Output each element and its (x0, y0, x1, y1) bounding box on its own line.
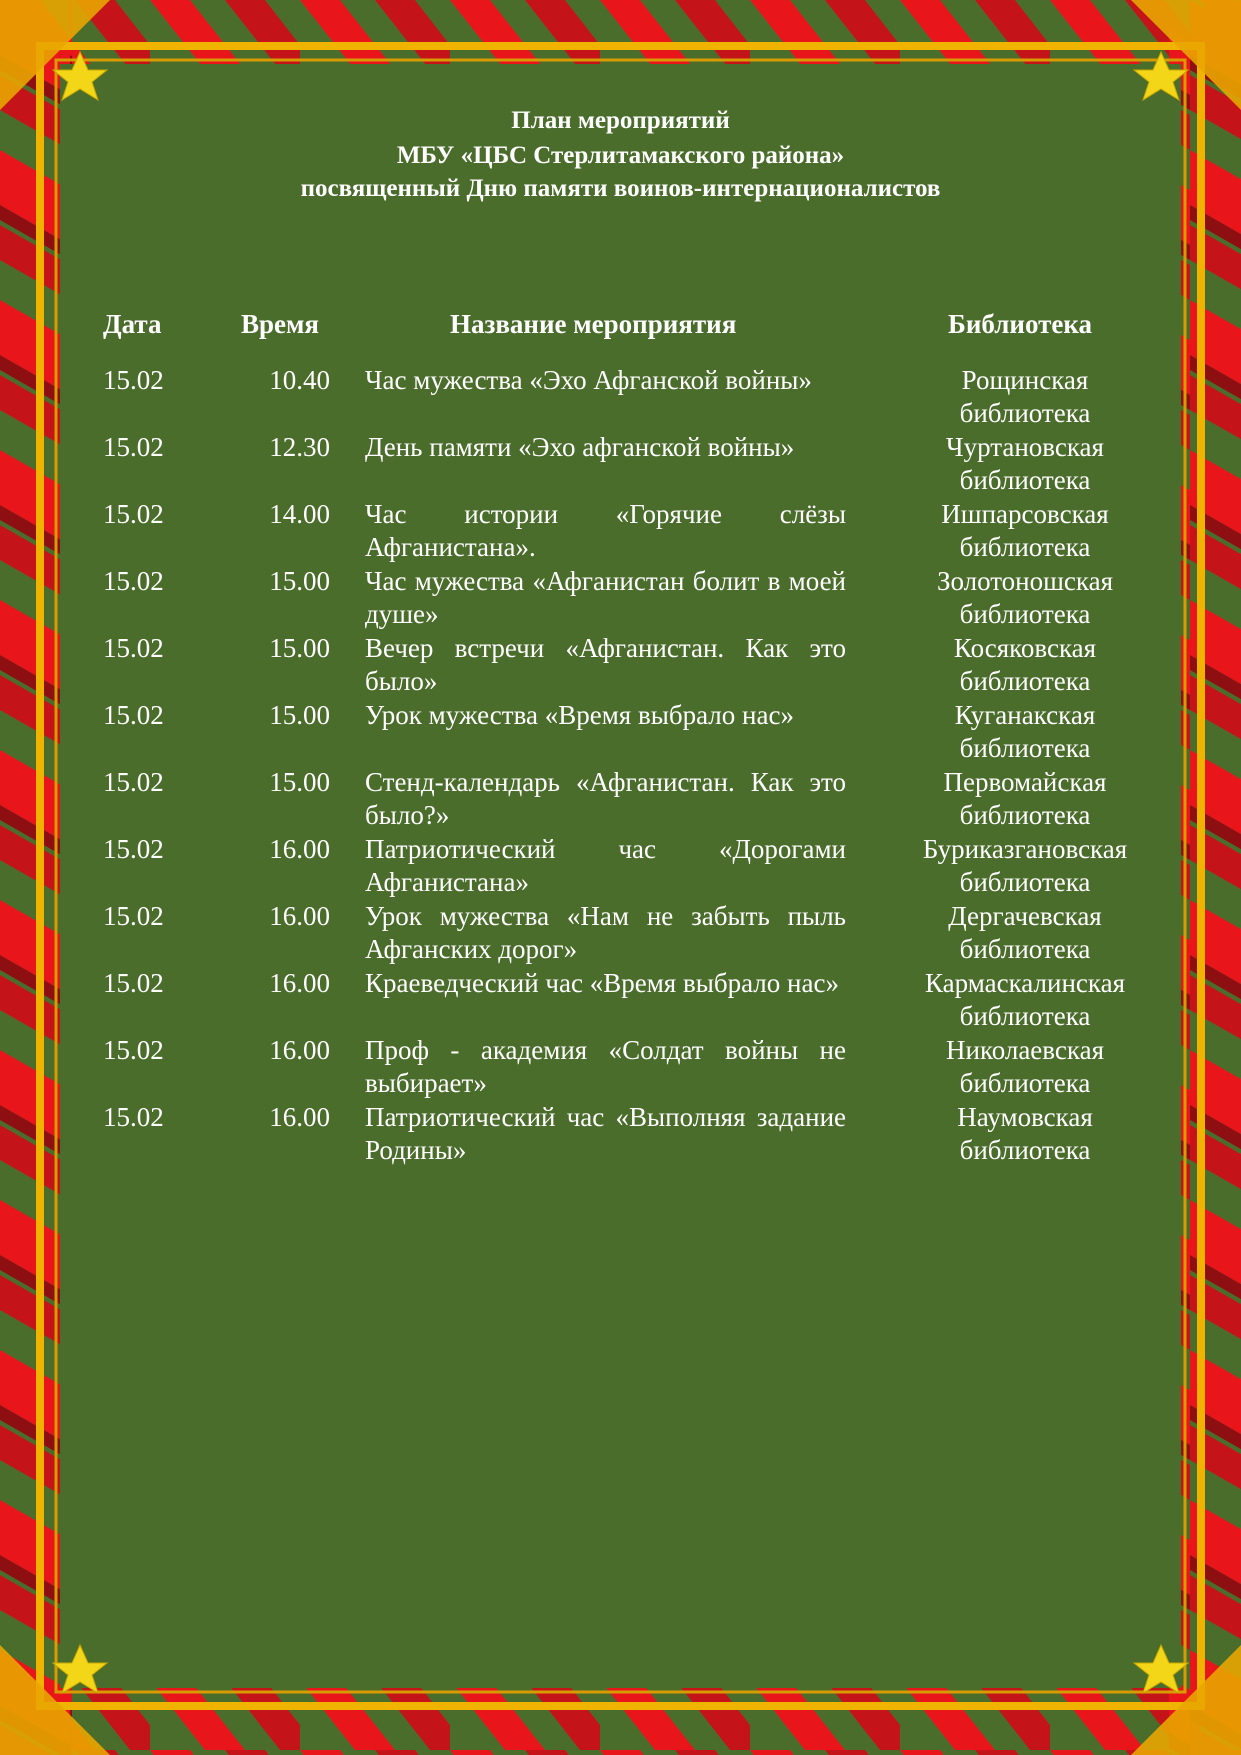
event-name: Вечер встречи «Афганистан. Как это было» (365, 633, 846, 696)
event-library: Золотоношская библиотека (936, 566, 1114, 629)
event-library: Кармаскалинская библиотека (925, 968, 1125, 1031)
event-library: Николаевская библиотека (946, 1035, 1104, 1098)
table-row (0, 498, 1241, 564)
event-time: 12.30 (269, 432, 330, 462)
event-time: 15.00 (269, 633, 330, 663)
event-date: 15.02 (103, 365, 164, 395)
event-library: Рощинская библиотека (959, 365, 1091, 428)
event-time: 15.00 (269, 767, 330, 797)
event-time: 16.00 (269, 968, 330, 998)
table-row (0, 1034, 1241, 1100)
event-name: День памяти «Эхо афганской войны» (365, 432, 795, 462)
event-date: 15.02 (103, 834, 164, 864)
event-name: Патриотический час «Выполняя задание Родины» (365, 1102, 846, 1165)
event-library: Буриказгановская библиотека (922, 834, 1128, 897)
event-date: 15.02 (103, 700, 164, 730)
event-name: Патриотический час «Дорогами Афганистана» (365, 834, 846, 897)
table-row (0, 1101, 1241, 1167)
event-name: Стенд-календарь «Афганистан. Как это было?» (365, 767, 846, 830)
event-date: 15.02 (103, 901, 164, 931)
document-title-line-1: План мероприятий (511, 107, 730, 134)
event-time: 16.00 (269, 1035, 330, 1065)
event-time: 16.00 (269, 1102, 330, 1132)
header-library: Библиотека (948, 309, 1092, 339)
event-library: Чуртановская библиотека (946, 432, 1104, 495)
event-date: 15.02 (103, 499, 164, 529)
table-row (0, 967, 1241, 1033)
event-library: Куганакская библиотека (954, 700, 1096, 763)
header-event-name: Название мероприятия (450, 309, 737, 339)
table-row (0, 766, 1241, 832)
header-time: Время (241, 309, 320, 339)
table-row (0, 431, 1241, 497)
event-name: Час истории «Горячие слёзы Афганистана». (365, 499, 846, 562)
event-library: Ишпарсовская библиотека (941, 499, 1109, 562)
event-library: Косяковская библиотека (953, 633, 1097, 696)
event-date: 15.02 (103, 432, 164, 462)
table-row (0, 833, 1241, 899)
table-row (0, 900, 1241, 966)
event-date: 15.02 (103, 566, 164, 596)
table-row (0, 699, 1241, 765)
header-date: Дата (103, 309, 162, 339)
event-date: 15.02 (103, 633, 164, 663)
document-title-line-2: МБУ «ЦБС Стерлитамакского района» (396, 142, 845, 169)
table-row (0, 364, 1241, 430)
table-row (0, 632, 1241, 698)
event-library: Наумовская библиотека (957, 1102, 1093, 1165)
event-time: 15.00 (269, 700, 330, 730)
event-date: 15.02 (103, 968, 164, 998)
event-library: Дергачевская библиотека (948, 901, 1102, 964)
event-name: Урок мужества «Нам не забыть пыль Афганских дорог» (365, 901, 846, 964)
event-time: 10.40 (269, 365, 330, 395)
event-time: 16.00 (269, 834, 330, 864)
event-library: Первомайская библиотека (943, 767, 1107, 830)
event-time: 16.00 (269, 901, 330, 931)
event-time: 15.00 (269, 566, 330, 596)
event-name: Проф - академия «Солдат войны не выбирает» (365, 1035, 846, 1098)
event-name: Урок мужества «Время выбрало нас» (365, 700, 794, 730)
table-row (0, 565, 1241, 631)
event-date: 15.02 (103, 767, 164, 797)
event-date: 15.02 (103, 1035, 164, 1065)
event-name: Час мужества «Эхо Афганской войны» (365, 365, 812, 395)
event-date: 15.02 (103, 1102, 164, 1132)
document-title-line-3: посвященный Дню памяти воинов-интернационалистов (300, 175, 941, 202)
event-name: Краеведческий час «Время выбрало нас» (365, 968, 839, 998)
event-name: Час мужества «Афганистан болит в моей душе» (365, 566, 846, 629)
event-time: 14.00 (269, 499, 330, 529)
